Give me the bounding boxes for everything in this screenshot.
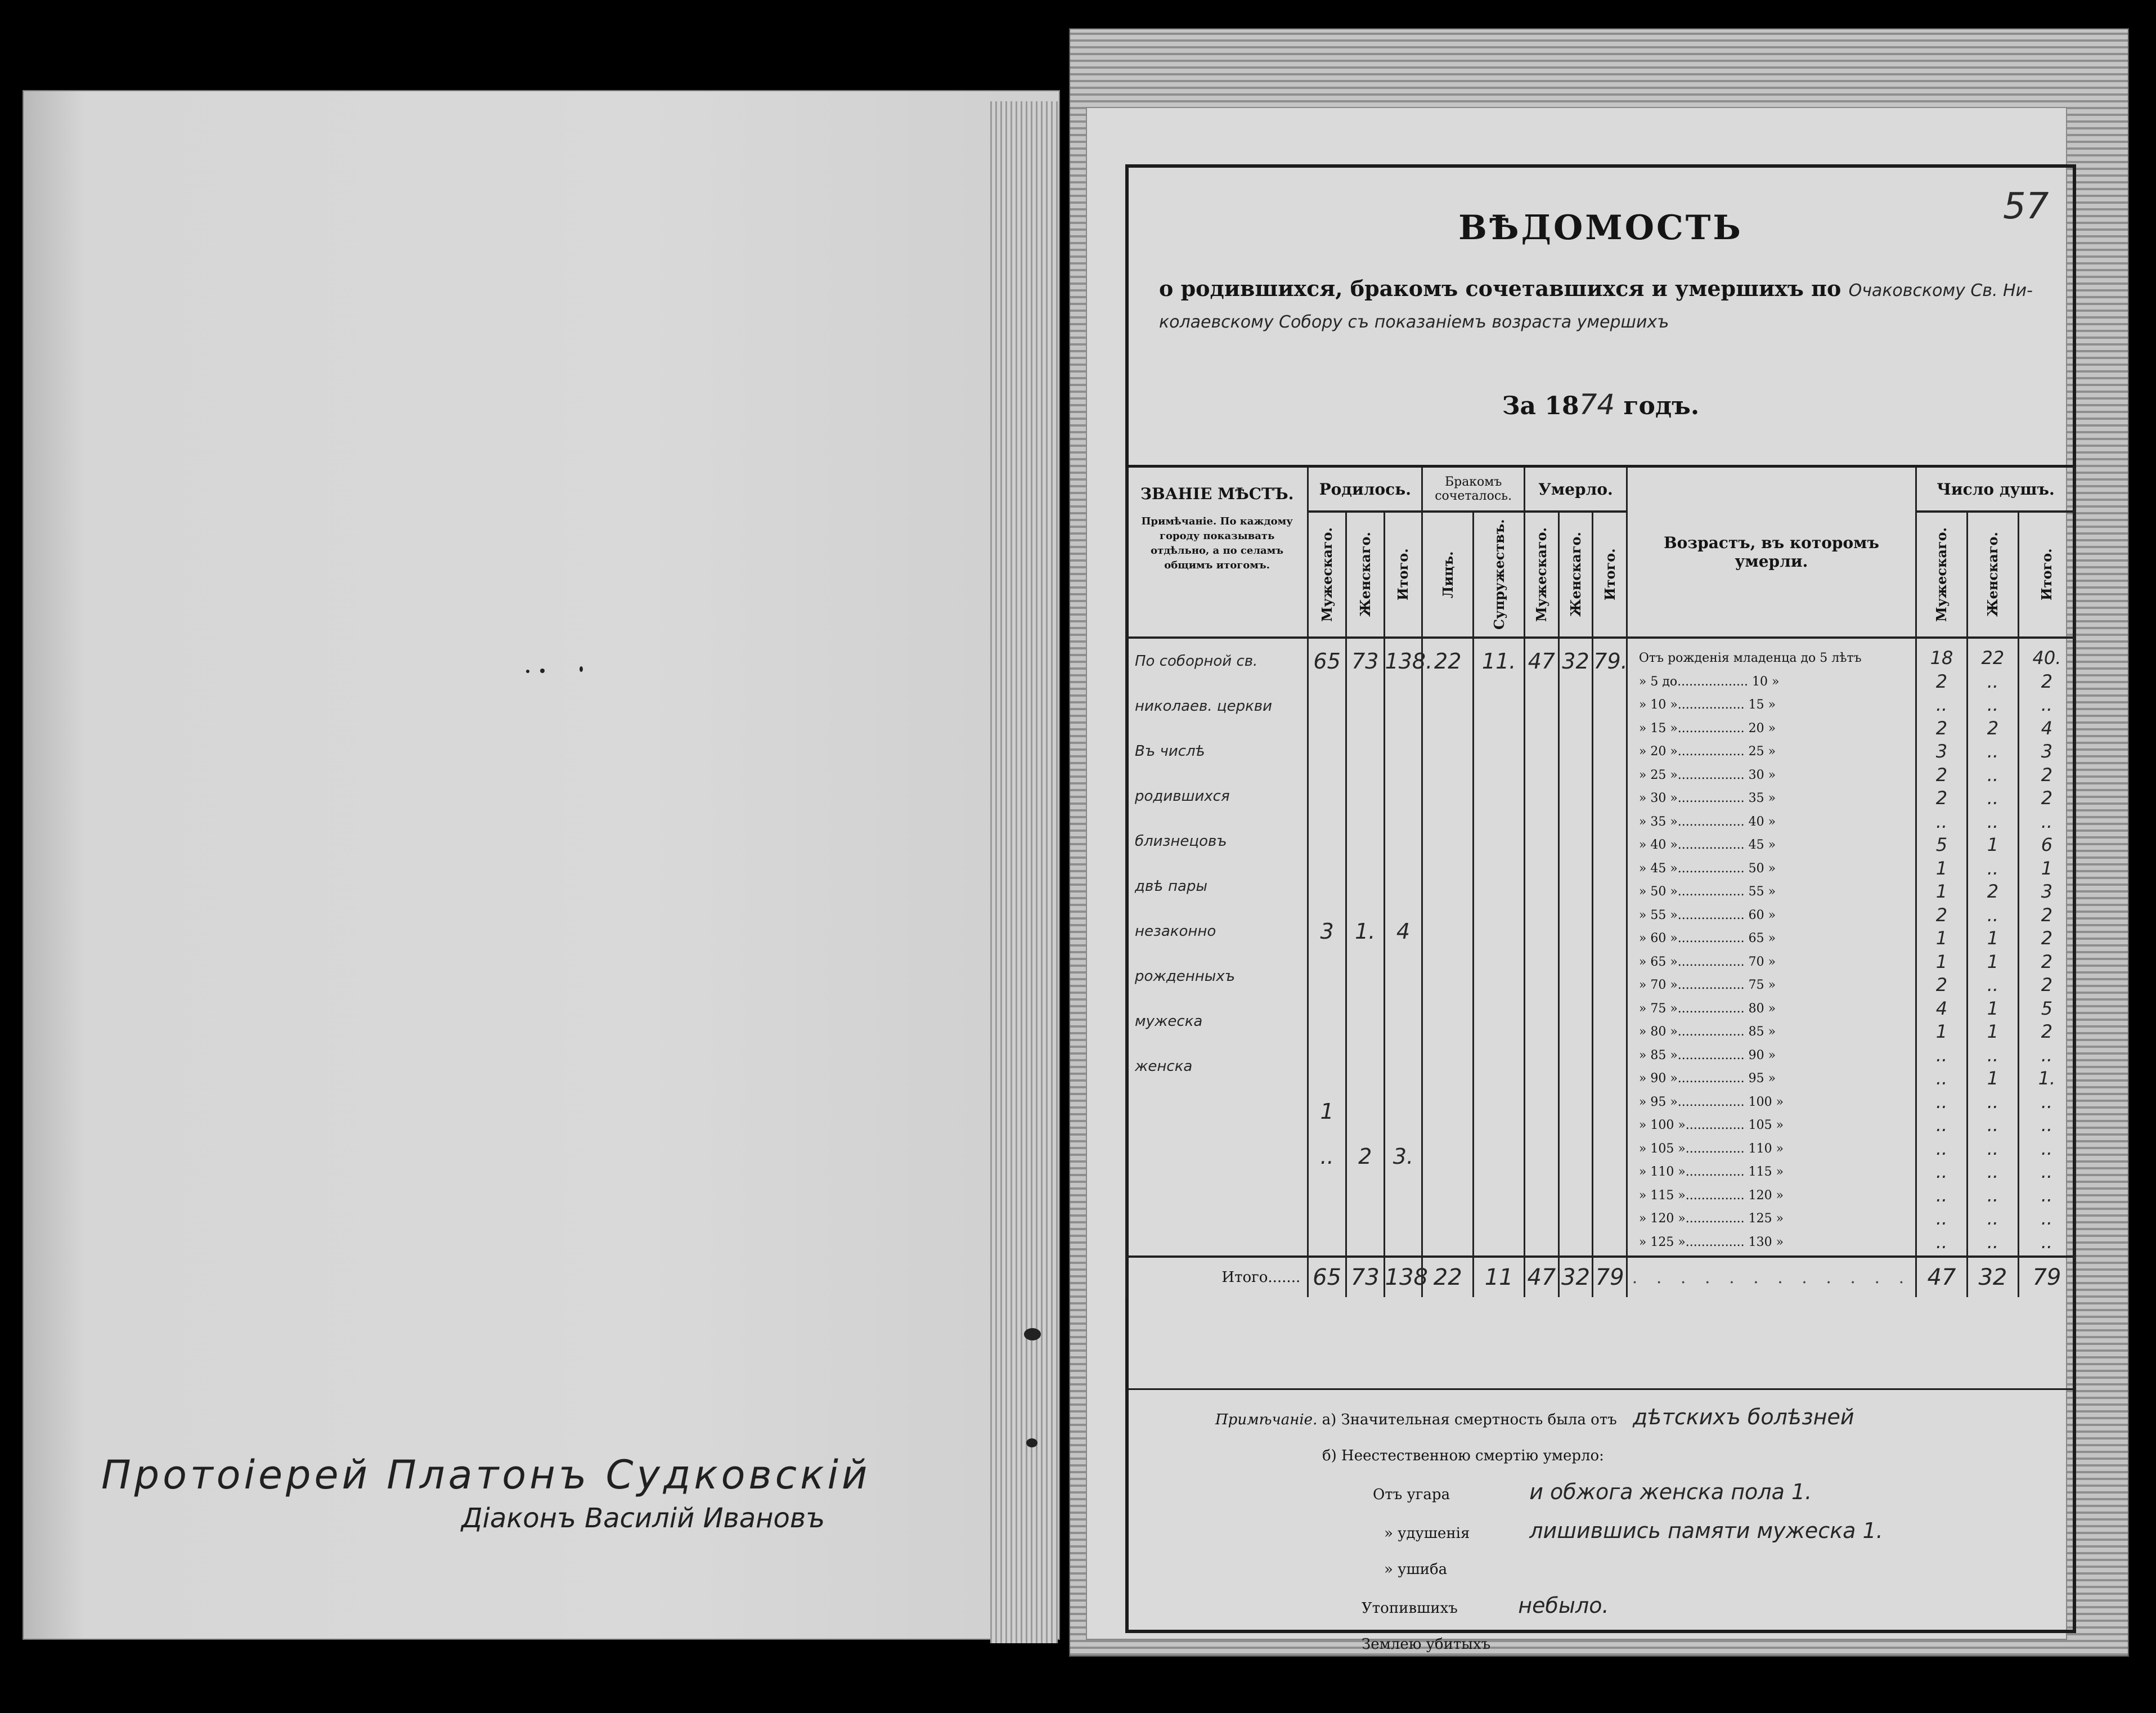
souls-total-cell: 2	[2041, 1021, 2053, 1042]
age-rows-cell: » 95 »................. 100 »	[1638, 1095, 1784, 1109]
note-zemle-row	[1215, 1626, 2048, 1662]
age-rows-cell: » 125 »............... 130 »	[1638, 1235, 1784, 1249]
souls-female-cell: ..	[1987, 1231, 1999, 1253]
souls-male-cell: 1	[1935, 1021, 1948, 1042]
place-lines-cell: мужеска	[1135, 1013, 1203, 1030]
note-utop-row	[1215, 1588, 2048, 1626]
left-page-edges	[990, 101, 1058, 1643]
note-udush-row	[1215, 1513, 2048, 1551]
born-female-cell: 73	[1351, 649, 1379, 674]
notes-section	[1215, 1399, 2048, 1662]
totals-born-female: 73	[1346, 1257, 1384, 1297]
born-male-cell: 1	[1320, 1099, 1334, 1124]
age-rows-cell: » 45 »................. 50 »	[1638, 861, 1776, 876]
speck	[540, 669, 545, 673]
souls-female-cell: 1	[1987, 950, 1999, 972]
souls-total-cell: ..	[2041, 1137, 2053, 1159]
souls-male-cell: ..	[1935, 810, 1948, 832]
souls-total-cell: ..	[2041, 1184, 2053, 1206]
signature-archpriest: Протоіерей Платонъ Судковскій	[101, 1452, 871, 1498]
age-rows-cell: » 40 »................. 45 »	[1638, 838, 1776, 852]
souls-total-cell: 6	[2041, 834, 2053, 855]
souls-female-cell: ..	[1987, 974, 1999, 995]
souls-male-cell: 18	[1930, 647, 1953, 669]
born-male-cell: 65	[1313, 649, 1341, 674]
born-female-cell	[1347, 1044, 1384, 1089]
married-couples-column	[1474, 638, 1525, 1257]
souls-male-cell: 3	[1935, 741, 1948, 762]
souls-male-cell: ..	[1935, 694, 1948, 715]
note-utop-handwritten: небыло.	[1518, 1593, 1609, 1618]
place-column	[1126, 638, 1308, 1257]
place-header-title: ЗВАНІЕ МѢСТЪ.	[1140, 485, 1294, 503]
souls-header: Число душъ.	[1916, 468, 2076, 512]
died-male-cell: 47	[1528, 649, 1556, 674]
speck	[526, 670, 529, 673]
souls-female-cell: ..	[1987, 1161, 1999, 1182]
born-female-cell	[1347, 684, 1384, 729]
souls-male-cell: 1	[1935, 881, 1948, 902]
married-persons-cell: 22	[1434, 649, 1462, 674]
age-rows-cell: Отъ рожденія младенца до 5 лѣтъ	[1638, 651, 1862, 665]
born-male-cell	[1309, 999, 1345, 1044]
souls-female-cell: ..	[1987, 1137, 1999, 1159]
born-female-column	[1346, 638, 1384, 1257]
age-rows-cell: » 50 »................. 55 »	[1638, 885, 1776, 899]
speck	[1024, 1328, 1041, 1340]
age-rows-cell: » 90 »................. 95 »	[1638, 1071, 1776, 1086]
souls-total-header: Итого.	[2018, 512, 2075, 638]
souls-male-cell: ..	[1935, 1114, 1948, 1136]
age-rows-cell: » 60 »................. 65 »	[1638, 931, 1776, 945]
souls-female-cell: 22	[1981, 647, 2005, 669]
note-zemle-label: Землею убитыхъ	[1362, 1636, 1491, 1653]
souls-female-cell: ..	[1987, 1208, 1999, 1229]
age-rows-cell: » 55 »................. 60 »	[1638, 908, 1776, 922]
age-rows-cell: » 75 »................. 80 »	[1638, 1001, 1776, 1016]
died-male-header: Мужескаго.	[1525, 512, 1559, 638]
souls-total-cell: ..	[2041, 1044, 2053, 1066]
souls-female-cell: ..	[1987, 904, 1999, 926]
note-udush-label: » удушенія	[1384, 1525, 1470, 1542]
married-couples-cell: 11.	[1481, 649, 1516, 674]
born-male-header: Мужескаго.	[1308, 512, 1346, 638]
souls-female-header: Женскаго.	[1967, 512, 2018, 638]
souls-total-cell: 40.	[2032, 647, 2061, 669]
died-total-cell: 79.	[1593, 649, 1628, 674]
souls-female-cell: 2	[1987, 881, 1999, 902]
year-handwritten: 74	[1579, 388, 1615, 421]
age-rows-cell: » 70 »................. 75 »	[1638, 978, 1776, 992]
souls-male-cell: 4	[1935, 997, 1948, 1019]
born-header: Родилось.	[1308, 468, 1422, 512]
souls-male-cell: 5	[1935, 834, 1948, 855]
born-total-cell	[1385, 864, 1422, 909]
born-total-cell	[1385, 684, 1422, 729]
age-rows-cell: » 20 »................. 25 »	[1638, 745, 1776, 759]
died-female-column	[1558, 638, 1593, 1257]
note-a-handwritten: дѣтскихъ болѣзней	[1633, 1405, 1854, 1429]
totals-souls-female: 32	[1967, 1257, 2018, 1297]
place-lines-cell: По соборной св.	[1135, 653, 1258, 670]
souls-female-cell: 1	[1987, 927, 1999, 949]
note-ushib-row	[1215, 1551, 2048, 1588]
souls-female-cell: 1	[1987, 1068, 1999, 1089]
year-suffix: годъ.	[1615, 392, 1700, 420]
place-lines-cell: родившихся	[1135, 788, 1230, 805]
totals-died-male: 47	[1525, 1257, 1559, 1297]
place-lines-cell: женска	[1135, 1058, 1193, 1075]
place-lines-cell: николаев. церкви	[1135, 698, 1273, 715]
totals-married-couples: 11	[1474, 1257, 1525, 1297]
subtitle-printed: о родившихся, бракомъ сочетавшихся и умершихъ по	[1159, 276, 1841, 301]
died-female-cell: 32	[1562, 649, 1589, 674]
age-rows-cell: » 85 »................. 90 »	[1638, 1048, 1776, 1062]
place-header	[1126, 468, 1308, 638]
souls-total-cell: ..	[2041, 1161, 2053, 1182]
souls-male-cell: ..	[1935, 1068, 1948, 1089]
souls-female-column	[1967, 638, 2018, 1257]
born-total-header: Итого.	[1384, 512, 1422, 638]
totals-born-male: 65	[1308, 1257, 1346, 1297]
married-header: Бракомъ сочеталось.	[1422, 468, 1525, 512]
subtitle-handwritten-2: колаевскому Собору съ показаніемъ возраста умершихъ	[1159, 312, 1669, 332]
married-persons-header: Лицъ.	[1422, 512, 1474, 638]
born-male-cell: 3	[1320, 919, 1334, 944]
note-b-row	[1215, 1438, 2048, 1474]
souls-female-cell: 1	[1987, 834, 1999, 855]
souls-female-cell: ..	[1987, 1114, 1999, 1136]
souls-male-cell: 2	[1935, 974, 1948, 995]
born-total-column	[1384, 638, 1433, 1257]
died-female-header: Женскаго.	[1558, 512, 1593, 638]
souls-male-cell: ..	[1935, 1208, 1948, 1229]
born-male-cell	[1309, 729, 1345, 774]
born-total-cell	[1385, 1044, 1422, 1089]
register-table-wrap	[1125, 465, 2076, 1390]
born-female-cell	[1347, 729, 1384, 774]
born-female-cell	[1347, 774, 1384, 819]
souls-total-cell: 2	[2041, 904, 2053, 926]
age-rows-cell: » 120 »............... 125 »	[1638, 1212, 1784, 1226]
place-lines-cell: близнецовъ	[1135, 833, 1227, 850]
age-ranges-column	[1627, 638, 1916, 1257]
document-year	[1125, 388, 2076, 421]
note-ugar-handwritten: и обжога женска пола 1.	[1529, 1479, 1812, 1504]
totals-label: Итого.......	[1126, 1257, 1308, 1297]
souls-total-cell: 5	[2041, 997, 2053, 1019]
souls-male-cell: ..	[1935, 1184, 1948, 1206]
place-lines-cell: двѣ пары	[1135, 878, 1207, 895]
totals-married-persons: 22	[1422, 1257, 1474, 1297]
place-lines-cell: Въ числѣ	[1135, 743, 1206, 760]
souls-total-cell: 3	[2041, 881, 2053, 902]
souls-female-cell: 1	[1987, 1021, 1999, 1042]
born-female-cell: 1.	[1355, 919, 1376, 944]
note-a-row	[1215, 1399, 2048, 1438]
souls-total-cell: 4	[2041, 717, 2053, 739]
born-total-cell	[1385, 1089, 1422, 1134]
age-rows-cell: » 80 »................. 85 »	[1638, 1025, 1776, 1039]
born-total-cell	[1385, 819, 1422, 864]
souls-female-cell: ..	[1987, 670, 1999, 692]
souls-male-cell: 2	[1935, 787, 1948, 809]
totals-died-female: 32	[1558, 1257, 1593, 1297]
born-male-cell	[1309, 864, 1345, 909]
born-female-cell	[1347, 864, 1384, 909]
souls-male-header: Мужескаго.	[1916, 512, 1968, 638]
souls-male-cell: 1	[1935, 927, 1948, 949]
souls-total-cell: 1.	[2038, 1068, 2056, 1089]
souls-total-cell: ..	[2041, 694, 2053, 715]
born-male-cell	[1309, 954, 1345, 999]
sheet-number: 57	[2003, 186, 2049, 227]
age-rows-cell: » 30 »................. 35 »	[1638, 791, 1776, 805]
souls-female-cell: ..	[1987, 810, 1999, 832]
souls-female-cell: ..	[1987, 741, 1999, 762]
totals-age-dots: . . . . . . . . . . . .	[1627, 1257, 1916, 1297]
age-rows-cell: » 35 »................. 40 »	[1638, 814, 1776, 829]
age-rows-cell: » 5 до.................. 10 »	[1638, 674, 1780, 689]
age-rows-cell: » 25 »................. 30 »	[1638, 768, 1776, 782]
souls-total-cell: ..	[2041, 1231, 2053, 1253]
souls-total-cell: 3	[2041, 741, 2053, 762]
note-ugar-label: Отъ угара	[1373, 1486, 1450, 1503]
born-male-cell: ..	[1320, 1144, 1334, 1169]
document-subtitle	[1159, 276, 2048, 344]
totals-row	[1126, 1257, 2076, 1297]
born-female-cell	[1347, 999, 1384, 1044]
souls-female-cell: 1	[1987, 997, 1999, 1019]
age-rows-cell: » 65 »................. 70 »	[1638, 954, 1776, 969]
souls-male-cell: ..	[1935, 1137, 1948, 1159]
note-utop-label: Утопившихъ	[1362, 1600, 1458, 1617]
born-female-cell	[1347, 1089, 1384, 1134]
age-rows-cell: » 105 »............... 110 »	[1638, 1141, 1784, 1156]
born-female-header: Женскаго.	[1346, 512, 1384, 638]
souls-total-cell: 2	[2041, 764, 2053, 786]
born-total-cell	[1385, 774, 1422, 819]
souls-male-cell: 2	[1935, 717, 1948, 739]
souls-female-cell: ..	[1987, 764, 1999, 786]
souls-female-cell: ..	[1987, 857, 1999, 879]
souls-female-cell: ..	[1987, 1091, 1999, 1113]
born-male-column	[1308, 638, 1346, 1257]
souls-total-cell: 2	[2041, 787, 2053, 809]
born-male-cell	[1309, 774, 1345, 819]
souls-male-cell: 2	[1935, 670, 1948, 692]
born-male-cell	[1309, 684, 1345, 729]
born-total-cell: 138.	[1385, 649, 1433, 674]
souls-female-cell: 2	[1987, 717, 1999, 739]
married-persons-column	[1422, 638, 1474, 1257]
note-udush-handwritten: лишившись памяти мужеска 1.	[1529, 1518, 1883, 1543]
souls-male-column	[1916, 638, 1968, 1257]
register-table	[1125, 468, 2076, 1297]
died-total-header: Итого.	[1593, 512, 1627, 638]
born-male-cell	[1309, 1044, 1345, 1089]
note-b-text: б) Неестественною смертію умерло:	[1322, 1447, 1604, 1464]
souls-male-cell: ..	[1935, 1091, 1948, 1113]
left-blank-page	[23, 90, 1060, 1640]
signature-deacon: Діаконъ Василій Ивановъ	[461, 1503, 825, 1534]
totals-died-total: 79	[1593, 1257, 1627, 1297]
died-total-column	[1593, 638, 1627, 1257]
age-rows-cell: » 15 »................. 20 »	[1638, 721, 1776, 736]
souls-total-cell: ..	[2041, 1091, 2053, 1113]
souls-total-column	[2018, 638, 2075, 1257]
speck	[1026, 1438, 1037, 1447]
souls-male-cell: 2	[1935, 764, 1948, 786]
born-total-cell: 3.	[1393, 1144, 1414, 1169]
note-ushib-label: » ушиба	[1384, 1561, 1448, 1578]
souls-male-cell: 1	[1935, 857, 1948, 879]
souls-male-cell: 1	[1935, 950, 1948, 972]
document-title: ВѢДОМОСТЬ	[1458, 208, 1743, 248]
born-total-cell	[1385, 729, 1422, 774]
died-male-column	[1525, 638, 1559, 1257]
souls-total-cell: 2	[2041, 974, 2053, 995]
note-a-text: а) Значительная смертность была отъ	[1322, 1411, 1617, 1428]
married-couples-header: Супружествъ.	[1474, 512, 1525, 638]
souls-total-cell: 2	[2041, 927, 2053, 949]
born-total-cell: 4	[1396, 919, 1411, 944]
place-lines-cell: рожденныхъ	[1135, 968, 1236, 985]
totals-born-total: 138	[1384, 1257, 1422, 1297]
died-header: Умерло.	[1525, 468, 1627, 512]
born-male-cell	[1309, 819, 1345, 864]
souls-female-cell: ..	[1987, 787, 1999, 809]
place-lines-cell: незаконно	[1135, 923, 1216, 940]
souls-male-cell: ..	[1935, 1161, 1948, 1182]
year-prefix: За 18	[1502, 392, 1579, 420]
souls-female-cell: ..	[1987, 694, 1999, 715]
totals-souls-male: 47	[1916, 1257, 1968, 1297]
born-female-cell	[1347, 954, 1384, 999]
born-total-cell	[1385, 999, 1422, 1044]
born-total-cell	[1385, 954, 1422, 999]
age-rows-cell: » 115 »............... 120 »	[1638, 1188, 1784, 1203]
souls-total-cell: ..	[2041, 810, 2053, 832]
souls-total-cell: 2	[2041, 950, 2053, 972]
place-header-note: Примѣчаніе. По каждому городу показывать отдѣльно, а по селамъ общимъ итогомъ.	[1141, 515, 1293, 571]
subtitle-handwritten-1: Очаковскому Св. Ни-	[1848, 281, 2033, 301]
souls-total-cell: ..	[2041, 1114, 2053, 1136]
souls-male-cell: ..	[1935, 1231, 1948, 1253]
born-female-cell: 2	[1358, 1144, 1372, 1169]
age-header: Возрастъ, въ которомъ умерли.	[1627, 468, 1916, 638]
souls-total-cell: 1	[2041, 857, 2053, 879]
souls-total-cell: ..	[2041, 1208, 2053, 1229]
age-rows-cell: » 100 »............... 105 »	[1638, 1118, 1784, 1132]
age-rows-cell: » 110 »............... 115 »	[1638, 1165, 1784, 1179]
souls-female-cell: ..	[1987, 1044, 1999, 1066]
souls-male-cell: 2	[1935, 904, 1948, 926]
note-label: Примѣчаніе.	[1215, 1411, 1318, 1428]
souls-total-cell: 2	[2041, 670, 2053, 692]
speck	[580, 666, 583, 672]
totals-souls-total: 79	[2018, 1257, 2075, 1297]
age-rows-cell: » 10 »................. 15 »	[1638, 698, 1776, 712]
note-ugar-row	[1215, 1474, 2048, 1513]
souls-female-cell: ..	[1987, 1184, 1999, 1206]
souls-male-cell: ..	[1935, 1044, 1948, 1066]
born-female-cell	[1347, 819, 1384, 864]
